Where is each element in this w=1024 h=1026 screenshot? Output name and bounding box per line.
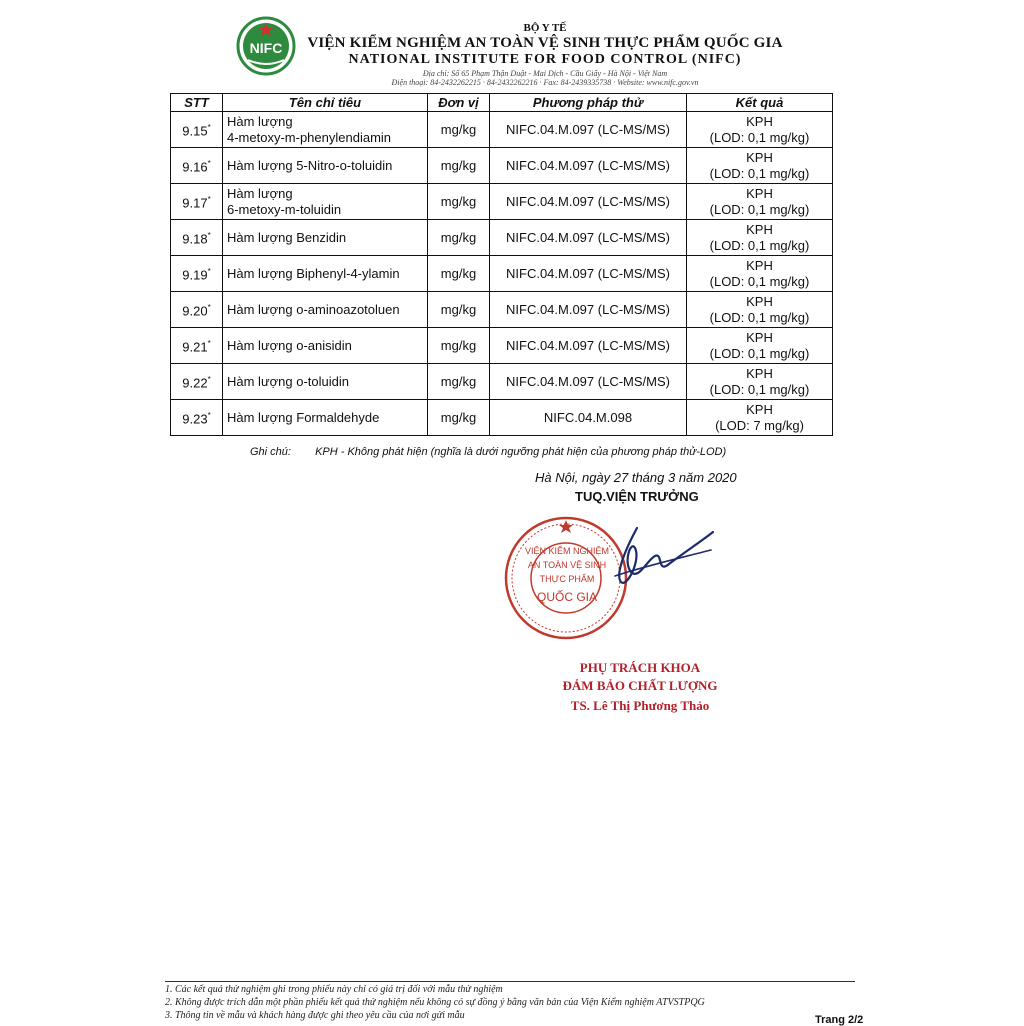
accreditation-mark: * <box>207 266 211 276</box>
column-header-method: Phương pháp thử <box>490 94 687 112</box>
handwritten-signature <box>585 520 715 610</box>
footer-note-1: 1. Các kết quả thử nghiệm ghi trong phiếu này chỉ có giá trị đối với mẫu thử nghiệm <box>165 984 503 995</box>
stt-number: 9.23 <box>182 411 208 427</box>
result-value: KPH <box>746 185 773 201</box>
note-label: Ghi chú: <box>250 446 291 458</box>
stamp-line-2: AN TOÀN VỆ SINH <box>527 560 607 570</box>
accreditation-mark: * <box>207 158 211 168</box>
table-row <box>171 220 833 256</box>
signer-name: TS. Lê Thị Phương Thảo <box>570 698 710 713</box>
cell-stt <box>171 112 223 148</box>
footer-note-3: 3. Thông tin về mẫu và khách hàng được ghi theo yêu cầu của nơi gửi mẫu <box>165 1010 465 1021</box>
institute-name-en: NATIONAL INSTITUTE FOR FOOD CONTROL (NIFC) <box>348 52 742 67</box>
stt-number: 9.19 <box>182 267 208 283</box>
cell-unit: mg/kg <box>428 256 490 292</box>
accreditation-mark: * <box>207 194 211 204</box>
result-value: KPH <box>746 401 773 417</box>
stt-number: 9.15 <box>182 123 208 139</box>
result-value: KPH <box>746 149 773 165</box>
stt-number: 9.21 <box>182 339 208 355</box>
cell-unit: mg/kg <box>428 400 490 436</box>
column-header-stt: STT <box>171 94 223 112</box>
footer-divider <box>165 981 855 982</box>
result-lod: (LOD: 0,1 mg/kg) <box>709 237 810 253</box>
table-row <box>171 112 833 148</box>
accreditation-mark: * <box>207 338 211 348</box>
column-header-name: Tên chỉ tiêu <box>223 94 428 112</box>
department-line-1: PHỤ TRÁCH KHOA <box>579 660 701 675</box>
cell-stt <box>171 148 223 184</box>
result-lod: (LOD: 0,1 mg/kg) <box>709 381 810 397</box>
indicator-name-line-2: 6-metoxy-m-toluidin <box>227 201 342 217</box>
signer-title: TUQ.VIỆN TRƯỞNG <box>575 489 699 504</box>
cell-unit: mg/kg <box>428 148 490 184</box>
table-row <box>171 400 833 436</box>
cell-unit: mg/kg <box>428 328 490 364</box>
cell-indicator-name <box>223 112 428 148</box>
result-lod: (LOD: 0,1 mg/kg) <box>709 345 810 361</box>
cell-indicator-name <box>223 220 428 256</box>
result-lod: (LOD: 7 mg/kg) <box>715 417 804 433</box>
indicator-name-line-1: Hàm lượng Benzidin <box>227 229 347 245</box>
issue-date: Hà Nội, ngày 27 tháng 3 năm 2020 <box>535 470 737 485</box>
cell-indicator-name <box>223 256 428 292</box>
cell-result <box>687 184 833 220</box>
department-line-2: ĐẢM BẢO CHẤT LƯỢNG <box>562 678 718 693</box>
table-row <box>171 148 833 184</box>
indicator-name-line-1: Hàm lượng o-aminoazotoluen <box>227 301 400 317</box>
table-header-row <box>171 94 833 112</box>
cell-stt <box>171 328 223 364</box>
cell-result <box>687 328 833 364</box>
footer-note-2: 2. Không được trích dẫn một phần phiếu kết quả thử nghiệm nếu không có sự đồng ý bằng văn bản của Viện Kiểm nghiệm ATVSTPQG <box>165 997 705 1008</box>
indicator-name-line-1: Hàm lượng 5-Nitro-o-toluidin <box>227 157 393 173</box>
indicator-name-line-1: Hàm lượng Formaldehyde <box>227 409 380 425</box>
cell-indicator-name <box>223 148 428 184</box>
result-value: KPH <box>746 257 773 273</box>
note-text: KPH - Không phát hiện (nghĩa là dưới ngưỡng phát hiện của phương pháp thử-LOD) <box>315 446 727 458</box>
accreditation-mark: * <box>207 122 211 132</box>
stt-number: 9.17 <box>182 195 208 211</box>
indicator-name-line-1: Hàm lượng <box>227 185 293 201</box>
cell-test-method: NIFC.04.M.098 <box>490 400 687 436</box>
cell-stt <box>171 292 223 328</box>
result-value: KPH <box>746 113 773 129</box>
stamp-line-1: VIỆN KIỂM NGHIỆM <box>524 546 609 556</box>
column-header-result: Kết quả <box>687 94 833 112</box>
cell-unit: mg/kg <box>428 184 490 220</box>
cell-indicator-name <box>223 400 428 436</box>
indicator-name-line-1: Hàm lượng <box>227 113 293 129</box>
result-value: KPH <box>746 221 773 237</box>
stamp-line-4: QUỐC GIA <box>536 590 597 604</box>
table-note <box>250 446 726 458</box>
cell-result <box>687 292 833 328</box>
accreditation-mark: * <box>207 302 211 312</box>
table-row <box>171 328 833 364</box>
result-lod: (LOD: 0,1 mg/kg) <box>709 273 810 289</box>
indicator-name-line-1: Hàm lượng o-toluidin <box>227 373 350 389</box>
cell-stt <box>171 256 223 292</box>
stt-number: 9.22 <box>182 375 208 391</box>
cell-unit: mg/kg <box>428 220 490 256</box>
cell-unit: mg/kg <box>428 364 490 400</box>
accreditation-mark: * <box>207 230 211 240</box>
column-header-unit: Đơn vị <box>428 94 490 112</box>
nifc-logo <box>236 16 296 76</box>
indicator-name-line-2: 4-metoxy-m-phenylendiamin <box>227 129 392 145</box>
indicator-name-line-1: Hàm lượng Biphenyl-4-ylamin <box>227 265 400 281</box>
accreditation-mark: * <box>207 374 211 384</box>
institute-address: Địa chỉ: Số 65 Phạm Thận Duật - Mai Dịch - Cầu Giấy - Hà Nội - Việt Nam <box>422 69 668 78</box>
cell-result <box>687 400 833 436</box>
cell-unit: mg/kg <box>428 112 490 148</box>
cell-result <box>687 256 833 292</box>
result-lod: (LOD: 0,1 mg/kg) <box>709 201 810 217</box>
result-value: KPH <box>746 293 773 309</box>
page-number: Trang 2/2 <box>815 1014 864 1026</box>
cell-stt <box>171 400 223 436</box>
result-lod: (LOD: 0,1 mg/kg) <box>709 165 810 181</box>
cell-indicator-name <box>223 328 428 364</box>
cell-test-method: NIFC.04.M.097 (LC-MS/MS) <box>490 148 687 184</box>
cell-test-method: NIFC.04.M.097 (LC-MS/MS) <box>490 184 687 220</box>
cell-indicator-name <box>223 364 428 400</box>
stt-number: 9.20 <box>182 303 208 319</box>
accreditation-mark: * <box>207 410 211 420</box>
indicator-name-line-1: Hàm lượng o-anisidin <box>227 337 352 353</box>
results-table <box>170 93 833 436</box>
institute-name-vi: VIỆN KIỂM NGHIỆM AN TOÀN VỆ SINH THỰC PHẨM QUỐC GIA <box>307 35 783 51</box>
table-row <box>171 256 833 292</box>
result-value: KPH <box>746 365 773 381</box>
cell-stt <box>171 364 223 400</box>
cell-test-method: NIFC.04.M.097 (LC-MS/MS) <box>490 328 687 364</box>
cell-test-method: NIFC.04.M.097 (LC-MS/MS) <box>490 364 687 400</box>
table-row <box>171 184 833 220</box>
stt-number: 9.16 <box>182 159 208 175</box>
cell-result <box>687 112 833 148</box>
cell-indicator-name <box>223 292 428 328</box>
cell-test-method: NIFC.04.M.097 (LC-MS/MS) <box>490 220 687 256</box>
table-row <box>171 292 833 328</box>
stt-number: 9.18 <box>182 231 208 247</box>
cell-result <box>687 364 833 400</box>
stamp-line-3: THỰC PHẨM <box>539 574 595 584</box>
cell-result <box>687 220 833 256</box>
institute-contact: Điện thoại: 84-2432262215 · 84-2432262216 · Fax: 84-2439335738 · Website: www.nifc.gov.vn <box>391 78 699 87</box>
cell-stt <box>171 220 223 256</box>
cell-stt <box>171 184 223 220</box>
result-lod: (LOD: 0,1 mg/kg) <box>709 129 810 145</box>
cell-unit: mg/kg <box>428 292 490 328</box>
table-row <box>171 364 833 400</box>
cell-indicator-name <box>223 184 428 220</box>
cell-test-method: NIFC.04.M.097 (LC-MS/MS) <box>490 256 687 292</box>
result-value: KPH <box>746 329 773 345</box>
cell-test-method: NIFC.04.M.097 (LC-MS/MS) <box>490 112 687 148</box>
result-lod: (LOD: 0,1 mg/kg) <box>709 309 810 325</box>
cell-result <box>687 148 833 184</box>
logo-text: NIFC <box>249 40 283 56</box>
ministry-name: BỘ Y TẾ <box>523 22 567 34</box>
cell-test-method: NIFC.04.M.097 (LC-MS/MS) <box>490 292 687 328</box>
